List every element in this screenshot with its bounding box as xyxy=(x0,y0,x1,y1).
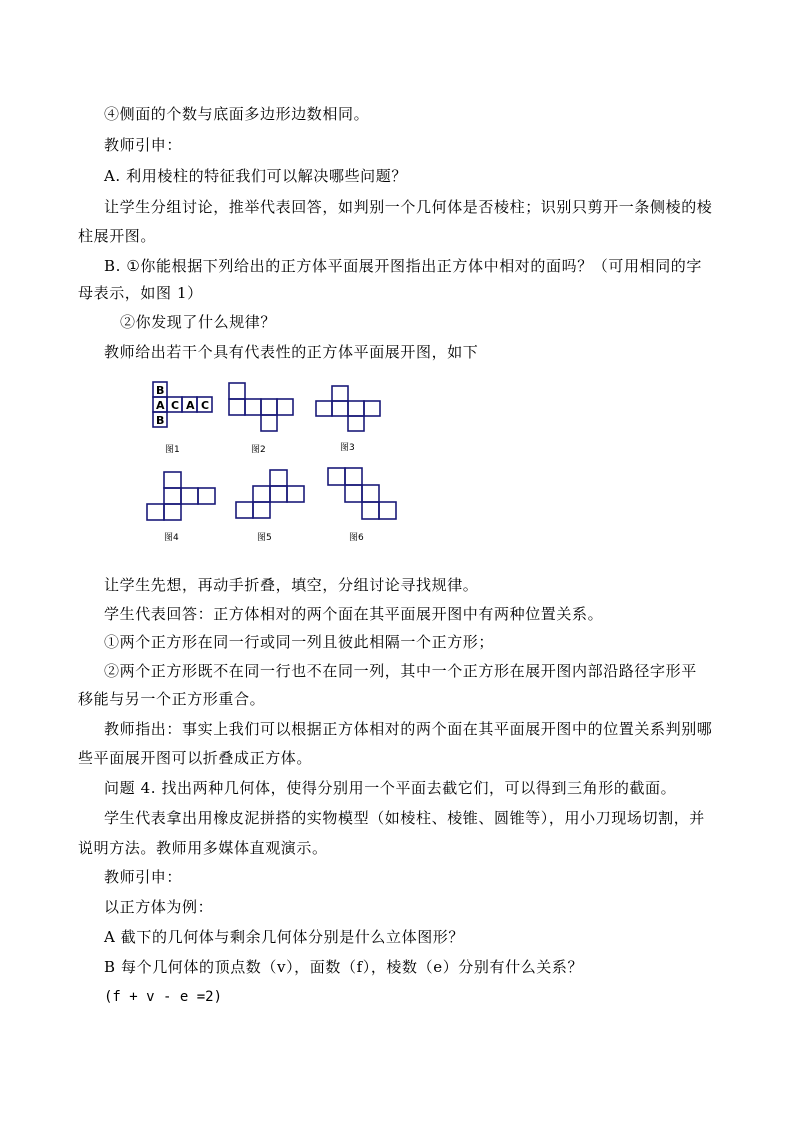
paragraph: 问题 4. 找出两种几何体，使得分别用一个平面去截它们，可以得到三角形的截面。 xyxy=(104,779,677,797)
figure-caption: 图2 xyxy=(251,445,266,455)
paragraph: B. ①你能根据下列给出的正方体平面展开图指出正方体中相对的面吗？（可用相同的字 xyxy=(104,257,703,275)
paragraph: 学生代表拿出用橡皮泥拼搭的实物模型（如棱柱、棱锥、圆锥等），用小刀现场切割，并 xyxy=(104,809,705,827)
figure-caption: 图1 xyxy=(165,445,180,455)
figure-caption: 图3 xyxy=(340,443,355,453)
paragraph: ①两个正方形在同一行或同一列且彼此相隔一个正方形； xyxy=(104,633,495,651)
net-letter: A xyxy=(186,399,195,412)
net-letter: B xyxy=(156,384,165,397)
paragraph: 教师引申： xyxy=(104,868,183,886)
paragraph-continuation: 移能与另一个正方形重合。 xyxy=(78,690,266,708)
paragraph-continuation: 母表示，如图 1） xyxy=(78,284,203,302)
paragraph: ②两个正方形既不在同一行也不在同一列，其中一个正方形在展开图内部沿路径字形平 xyxy=(104,662,697,680)
paragraph-continuation: 说明方法。教师用多媒体直观演示。 xyxy=(78,839,328,857)
paragraph: A. 利用棱柱的特征我们可以解决哪些问题？ xyxy=(104,167,407,185)
net-figure-5 xyxy=(236,470,304,543)
figure-caption: 图6 xyxy=(349,533,364,543)
paragraph: 教师指出：事实上我们可以根据正方体相对的两个面在其平面展开图中的位置关系判别哪 xyxy=(104,720,713,738)
net-letter: C xyxy=(171,399,180,412)
paragraph: 教师引申： xyxy=(104,136,183,154)
paragraph: 教师给出若干个具有代表性的正方体平面展开图，如下 xyxy=(104,343,479,361)
paragraph: ④侧面的个数与底面多边形边数相同。 xyxy=(104,105,370,123)
paragraph: 让学生分组讨论，推举代表回答，如判别一个几何体是否棱柱；识别只剪开一条侧棱的棱 xyxy=(104,198,713,216)
paragraph: 以正方体为例： xyxy=(104,898,214,916)
net-figure-4 xyxy=(147,472,215,543)
net-figure-1 xyxy=(153,382,212,455)
net-letter: A xyxy=(156,399,165,412)
net-letter: C xyxy=(201,399,210,412)
figure-caption: 图5 xyxy=(257,533,272,543)
paragraph-formula: (f + v - e =2) xyxy=(104,989,223,1005)
paragraph: 让学生先想，再动手折叠，填空，分组讨论寻找规律。 xyxy=(104,576,479,594)
paragraph: B 每个几何体的顶点数（v），面数（f），棱数（e）分别有什么关系？ xyxy=(104,958,584,976)
net-figure-2 xyxy=(229,383,293,455)
paragraph-continuation: 柱展开图。 xyxy=(78,227,157,245)
paragraph-continuation: 些平面展开图可以折叠成正方体。 xyxy=(78,749,313,767)
figure-caption: 图4 xyxy=(164,533,179,543)
net-figure-6 xyxy=(328,468,396,543)
net-figure-3 xyxy=(316,386,380,453)
paragraph: ②你发现了什么规律？ xyxy=(120,313,277,331)
net-letter: B xyxy=(156,414,165,427)
paragraph: A 截下的几何体与剩余几何体分别是什么立体图形？ xyxy=(104,928,465,946)
paragraph: 学生代表回答：正方体相对的两个面在其平面展开图中有两种位置关系。 xyxy=(104,605,604,623)
